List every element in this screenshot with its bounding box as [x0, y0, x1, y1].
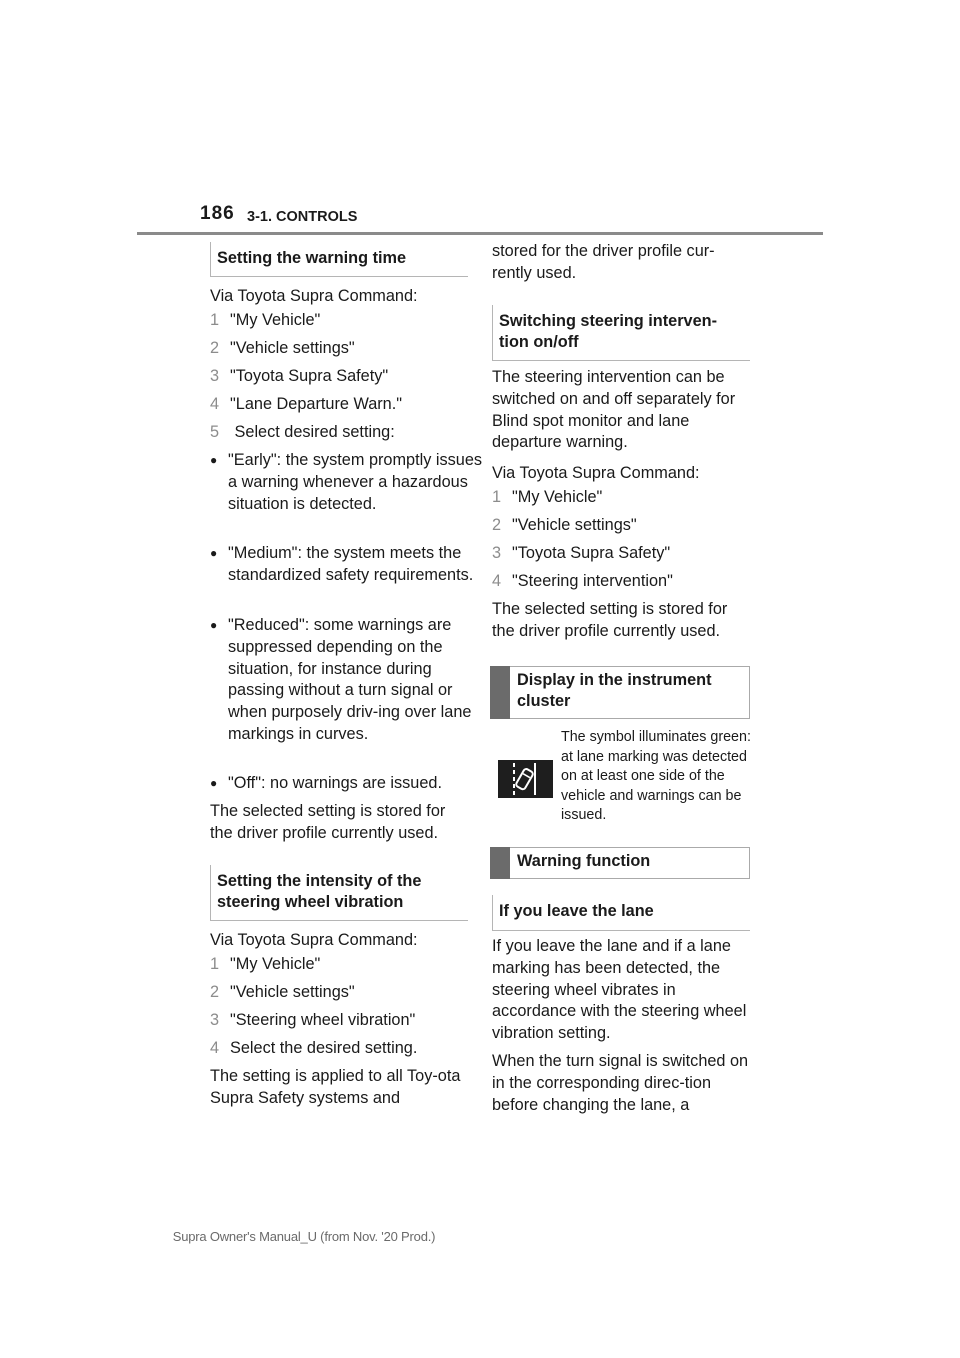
step-item	[492, 542, 670, 564]
step-number: 2	[492, 516, 502, 534]
heading-steering: Switching steering interven-tion on/off	[492, 305, 750, 361]
lane-assist-icon	[498, 760, 553, 798]
step-text: "Toyota Supra Safety"	[230, 367, 389, 385]
step-text: "My Vehicle"	[512, 488, 603, 506]
bullet-reduced: ● "Reduced": some warnings are suppressed depending on the situation, for instance during passing without a turn signal or when purposely driv-ing over lane markings in curves.	[210, 615, 483, 746]
step-item	[492, 570, 673, 592]
step-text: "Steering wheel vibration"	[230, 1011, 416, 1029]
heading-warning-time: Setting the warning time	[210, 242, 468, 277]
step-text: "My Vehicle"	[230, 955, 321, 973]
bullet-medium: ● "Medium": the system meets the standardized safety requirements.	[210, 543, 483, 587]
stored-text: The selected setting is stored for the driver profile currently used.	[492, 600, 728, 640]
via-text: Via Toyota Supra Command:	[210, 287, 418, 305]
stored-text: The selected setting is stored for the driver profile currently used.	[210, 802, 446, 842]
heading-intensity: Setting the intensity of the steering wheel vibration	[210, 865, 468, 921]
step-number: 1	[210, 311, 220, 329]
step-text: Select desired setting:	[230, 423, 395, 441]
step-text: "Steering intervention"	[512, 572, 673, 590]
stored-cont-text: stored for the driver profile cur-rently used.	[492, 242, 715, 282]
page-number: 186	[200, 203, 235, 224]
step-text: "Toyota Supra Safety"	[512, 544, 671, 562]
step-text: "My Vehicle"	[230, 311, 321, 329]
step-number: 4	[210, 395, 220, 413]
symbol-description: The symbol illuminates green: at lane marking was detected on at least one side of the vehicle and warnings can be issued.	[561, 729, 751, 823]
step-number: 2	[210, 339, 220, 357]
step-number: 1	[492, 488, 502, 506]
step-text: "Lane Departure Warn."	[230, 395, 403, 413]
step-item	[210, 309, 320, 331]
step-item	[492, 486, 602, 508]
step-number: 1	[210, 955, 220, 973]
step-number: 3	[210, 1011, 220, 1029]
leave-text: If you leave the lane and if a lane marking has been detected, the steering wheel vibrates in accordance with the steering wheel vibration setting.	[492, 937, 747, 1043]
heading-warning-function: Warning function	[490, 847, 750, 879]
step-item	[210, 421, 395, 443]
step-number: 5	[210, 423, 220, 441]
step-number: 3	[210, 367, 220, 385]
footer: Supra Owner's Manual_U (from Nov. '20 Prod.)	[172, 1229, 436, 1244]
step-number: 3	[492, 544, 502, 562]
section-title: 3-1. CONTROLS	[247, 209, 358, 225]
step-item	[210, 1037, 417, 1059]
step-number: 4	[492, 572, 502, 590]
bullet-early: ● "Early": the system promptly issues a warning whenever a hazardous situation is detected.	[210, 450, 483, 515]
header-rule	[137, 232, 823, 235]
via-text: Via Toyota Supra Command:	[210, 931, 418, 949]
step-number: 2	[210, 983, 220, 1001]
step-item	[210, 953, 320, 975]
bullet-off: ● "Off": no warnings are issued.	[210, 773, 488, 795]
applied-text: The setting is applied to all Toy-ota Supra Safety systems and	[210, 1067, 461, 1107]
heading-display: Display in the instrument cluster	[490, 666, 750, 719]
step-number: 4	[210, 1039, 220, 1057]
step-text: "Vehicle settings"	[230, 339, 355, 357]
turn-signal-text: When the turn signal is switched on in the corresponding direc-tion before changing the lane, a	[492, 1052, 749, 1114]
step-text: Select the desired setting.	[230, 1039, 418, 1057]
step-item	[210, 1009, 415, 1031]
step-item	[210, 365, 388, 387]
step-text: "Vehicle settings"	[230, 983, 355, 1001]
step-item	[210, 981, 355, 1003]
via-text: Via Toyota Supra Command:	[492, 464, 700, 482]
step-item	[210, 393, 402, 415]
step-text: "Vehicle settings"	[512, 516, 637, 534]
step-item	[210, 337, 355, 359]
heading-leave-lane: If you leave the lane	[492, 895, 750, 931]
steering-text: The steering intervention can be switched on and off separately for Blind spot monitor and lane departure warning.	[492, 368, 736, 452]
step-item	[492, 514, 637, 536]
